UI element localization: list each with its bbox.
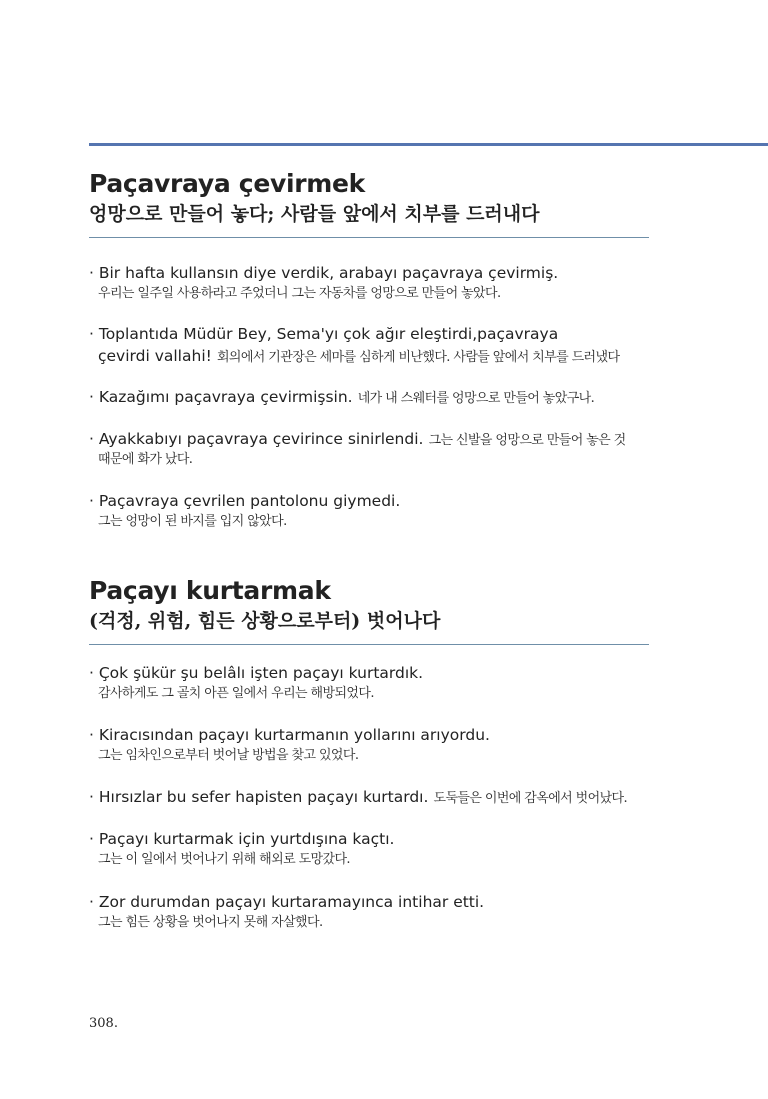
turkish-sentence: · Toplantıda Müdür Bey, Sema'yı çok ağır eleştirdi,paçavraya bbox=[89, 325, 559, 343]
example-item bbox=[89, 787, 654, 808]
korean-translation: 그는 신발을 엉망으로 만들어 놓은 것 bbox=[428, 433, 626, 448]
korean-translation: 그는 힘든 상황을 벗어나지 못해 자살했다. bbox=[98, 915, 323, 930]
section-subtitle: (걱정, 위험, 힘든 상황으로부터) 벗어나다 bbox=[89, 610, 441, 632]
example-item bbox=[89, 725, 654, 765]
section-subtitle: 엉망으로 만들어 놓다; 사람들 앞에서 치부를 드러내다 bbox=[89, 203, 540, 225]
korean-translation: 도둑들은 이번에 감옥에서 벗어났다. bbox=[433, 791, 628, 806]
korean-translation: 감사하게도 그 골치 아픈 일에서 우리는 해방되었다. bbox=[98, 686, 374, 701]
header-rule bbox=[89, 143, 768, 146]
section-title: Paçayı kurtarmak bbox=[89, 576, 331, 605]
example-item bbox=[89, 892, 654, 932]
turkish-sentence: · Paçayı kurtarmak için yurtdışına kaçtı. bbox=[89, 830, 395, 848]
korean-translation: 회의에서 기관장은 세마를 심하게 비난했다. 사람들 앞에서 치부를 드러냈다 bbox=[216, 350, 620, 365]
example-item bbox=[89, 263, 654, 303]
korean-translation: 그는 임차인으로부터 벗어날 방법을 찾고 있었다. bbox=[98, 748, 359, 763]
korean-translation: 그는 이 일에서 벗어나기 위해 해외로 도망갔다. bbox=[98, 852, 350, 867]
turkish-sentence: · Ayakkabıyı paçavraya çevirince sinirlendi. bbox=[89, 430, 424, 448]
example-item bbox=[89, 829, 654, 869]
turkish-sentence: · Paçavraya çevrilen pantolonu giymedi. bbox=[89, 492, 401, 510]
page-number: 308. bbox=[89, 1016, 118, 1031]
korean-translation: 우리는 일주일 사용하라고 주었더니 그는 자동차를 엉망으로 만들어 놓았다. bbox=[98, 286, 501, 301]
section-title: Paçavraya çevirmek bbox=[89, 169, 366, 198]
section-divider bbox=[89, 237, 649, 238]
turkish-sentence-continued: çevirdi vallahi! bbox=[98, 347, 212, 365]
korean-translation: 네가 내 스웨터를 엉망으로 만들어 놓았구나. bbox=[357, 391, 595, 406]
turkish-sentence: · Zor durumdan paçayı kurtaramayınca intihar etti. bbox=[89, 893, 485, 911]
example-item bbox=[89, 663, 654, 703]
example-item bbox=[89, 324, 654, 367]
example-item bbox=[89, 491, 654, 531]
turkish-sentence: · Kiracısından paçayı kurtarmanın yollarını arıyordu. bbox=[89, 726, 490, 744]
korean-translation-continued: 때문에 화가 났다. bbox=[98, 452, 193, 467]
section-divider bbox=[89, 644, 649, 645]
example-item bbox=[89, 387, 654, 408]
example-item bbox=[89, 428, 654, 469]
turkish-sentence: · Çok şükür şu belâlı işten paçayı kurtardık. bbox=[89, 664, 424, 682]
section-header bbox=[89, 576, 649, 645]
section-header bbox=[89, 169, 649, 238]
turkish-sentence: · Bir hafta kullansın diye verdik, arabayı paçavraya çevirmiş. bbox=[89, 264, 559, 282]
korean-translation: 그는 엉망이 된 바지를 입지 않았다. bbox=[98, 514, 287, 529]
turkish-sentence: · Kazağımı paçavraya çevirmişsin. bbox=[89, 388, 353, 406]
turkish-sentence: · Hırsızlar bu sefer hapisten paçayı kurtardı. bbox=[89, 788, 429, 806]
